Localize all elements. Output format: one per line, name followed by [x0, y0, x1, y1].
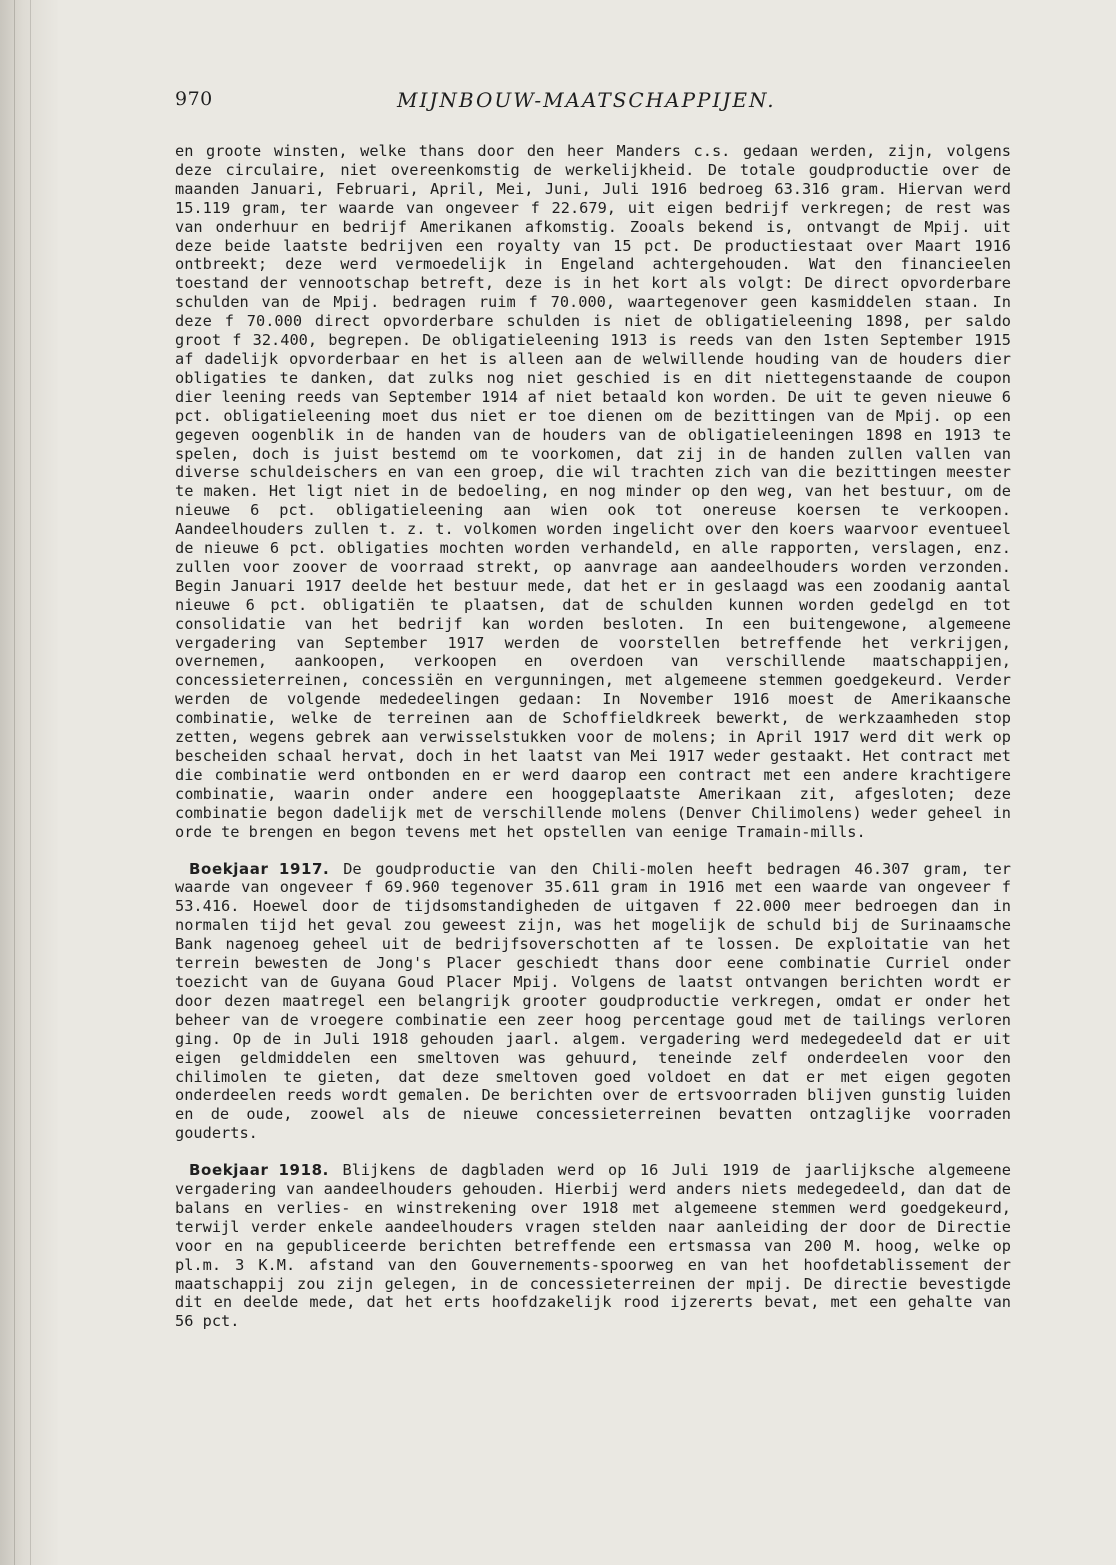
paragraph-lead-heading: Boekjaar 1918.: [189, 1161, 329, 1180]
running-title: MIJNBOUW-MAATSCHAPPIJEN.: [397, 88, 776, 112]
paragraph-lead-heading: Boekjaar 1917.: [189, 859, 330, 878]
paragraph-text: Blijkens de dagbladen werd op 16 Juli 1919 de jaarlijksche algemeene vergadering van aandeelhouders gehouden. Hierbij werd anders niets medegedeeld, dan dat de balans en verlies- en winstrekening over 1918 met algemeene stemmen werd goedgekeurd, terwijl verder enkele aandeelhouders vragen stelden naar aanleiding der door de Directie voor en na gepubliceerde berichten betreffende een ertsmassa van 200 M. hoog, welke op pl.m. 3 K.M. afstand van den Gouvernements-spoorweg en van het hoofdetablissement der maatschappij zou zijn gelegen, in de concessieterreinen der mpij. De directie bevestigde dit en deelde mede, dat het erts hoofdzakelijk rood ijzererts bevat, met een gehalte van 56 pct.: [175, 1161, 1012, 1331]
body-text: [175, 142, 1011, 1331]
paragraph-boekjaar-1918: [175, 1161, 1011, 1331]
paragraph-text: en groote winsten, welke thans door den heer Manders c.s. gedaan werden, zijn, volgens deze circulaire, niet overeenkomstig de werkelijkheid. De totale goudproductie over de maanden Januari, Februari, April, Mei, Juni, Juli 1916 bedroeg 63.316 gram. Hiervan werd 15.119 gram, ter waarde van ongeveer f 22.679, uit eigen bedrijf verkregen; de rest was van onderhuur en bedrijf Amerikanen afkomstig. Zooals bekend is, ontvangt de Mpij. uit deze beide laatste bedrijven een royalty van 15 pct. De productiestaat over Maart 1916 ontbreekt; deze werd vermoedelijk in Engeland achtergehouden. Wat den financieelen toestand der vennootschap betreft, deze is in het kort als volgt: De direct opvorderbare schulden van de Mpij. bedragen ruim f 70.000, waartegenover geen kasmiddelen staan. In deze f 70.000 direct opvorderbare schulden is niet de obligatieleening 1898, per saldo groot f 32.400, begrepen. De obligatieleening 1913 is reeds van den 1sten September 1915 af dadelijk opvorderbaar en het is alleen aan de welwillende houding van de houders dier obligaties te danken, dat zulks nog niet geschied is en dit niettegenstaande de coupon dier leening reeds van September 1914 af niet betaald kon worden. De uit te geven nieuwe 6 pct. obligatieleening moet dus niet er toe dienen om de bezittingen van de Mpij. op een gegeven oogenblik in de handen van de houders van de obligatieleeningen 1898 en 1913 te spelen, doch is juist bestemd om te voorkomen, dat zij in de handen zullen vallen van diverse schuldeischers en van een groep, die wil trachten zich van die bezittingen meester te maken. Het ligt niet in de bedoeling, en nog minder op den weg, van het bestuur, om de nieuwe 6 pct. obligatieleening aan wien ook tot onereuse koersen te verkoopen. Aandeelhouders zullen t. z. t. volkomen worden ingelicht over den koers waarvoor eventueel de nieuwe 6 pct. obligaties mochten worden verhandeld, en alle rapporten, verslagen, enz. zullen voor zoover de voorraad strekt, op aanvrage aan aandeelhouders worden verzonden. Begin Januari 1917 deelde het bestuur mede, dat het er in geslaagd was een zoodanig aantal nieuwe 6 pct. obligatiën te plaatsen, dat de schulden kunnen worden gedelgd en tot consolidatie van het bedrijf kan worden besloten. In een buitengewone, algemeene vergadering van September 1917 werden de voorstellen betreffende het verkrijgen, overnemen, aankoopen, verkoopen en overdoen van verschillende maatschappijen, concessieterreinen, concessiën en vergunningen, met algemeene stemmen goedgekeurd. Verder werden de volgende mededeelingen gedaan: In November 1916 moest de Amerikaansche combinatie, welke de terreinen aan de Schoffieldkreek bewerkt, de werkzaamheden stop zetten, wegens gebrek aan verwisselstukken voor de molens; in April 1917 werd dit werk op bescheiden schaal hervat, doch in het laatst van Mei 1917 weder gestaakt. Het contract met die combinatie werd ontbonden en er werd daarop een contract met een andere krachtigere combinatie, waarin onder andere een hooggeplaatste Amerikaan zit, afgesloten; deze combinatie begon dadelijk met de verschillende molens (Denver Chilimolens) weder geheel in orde te brengen en begon tevens met het opstellen van eenige Tramain-mills.: [175, 142, 1011, 841]
paragraph-boekjaar-1917: [175, 860, 1011, 1144]
page-number: 970: [175, 88, 213, 110]
book-binding-edge: [0, 0, 58, 1565]
paragraph-continuation: [175, 142, 1011, 842]
running-header: [175, 88, 1015, 118]
paragraph-text: De goudproductie van den Chili-molen heeft bedragen 46.307 gram, ter waarde van ongeveer f 69.960 tegenover 35.611 gram in 1916 met een waarde van ongeveer f 53.416. Hoewel door de tijdsomstandigheden de uitgaven f 22.000 meer bedroegen dan in normalen tijd het geval zou geweest zijn, was het mogelijk de schuld bij de Surinaamsche Bank nagenoeg geheel uit de bedrijfsoverschotten af te lossen. De exploitatie van het terrein bewesten de Jong's Placer geschiedt thans door eene combinatie Curriel onder toezicht van de Guyana Goud Placer Mpij. Volgens de laatst ontvangen berichten wordt er door dezen maatregel een belangrijk grooter goudproductie verkregen, omdat er onder het beheer van de vroegere combinatie een zeer hoog percentage goud met de tailings verloren ging. Op de in Juli 1918 gehouden jaarl. algem. vergadering werd medegedeeld dat er uit eigen geldmiddelen een smeltoven was gehuurd, teneinde zelf onderdeelen voor den chilimolen te gieten, dat deze smeltoven goed voldoet en dat er met eigen gegoten onderdeelen reeds wordt gemalen. De berichten over de ertsvoorraden blijven gunstig luiden en de oude, zoowel als de nieuwe concessieterreinen bevatten ontzaglijke voorraden gouderts.: [175, 859, 1011, 1143]
